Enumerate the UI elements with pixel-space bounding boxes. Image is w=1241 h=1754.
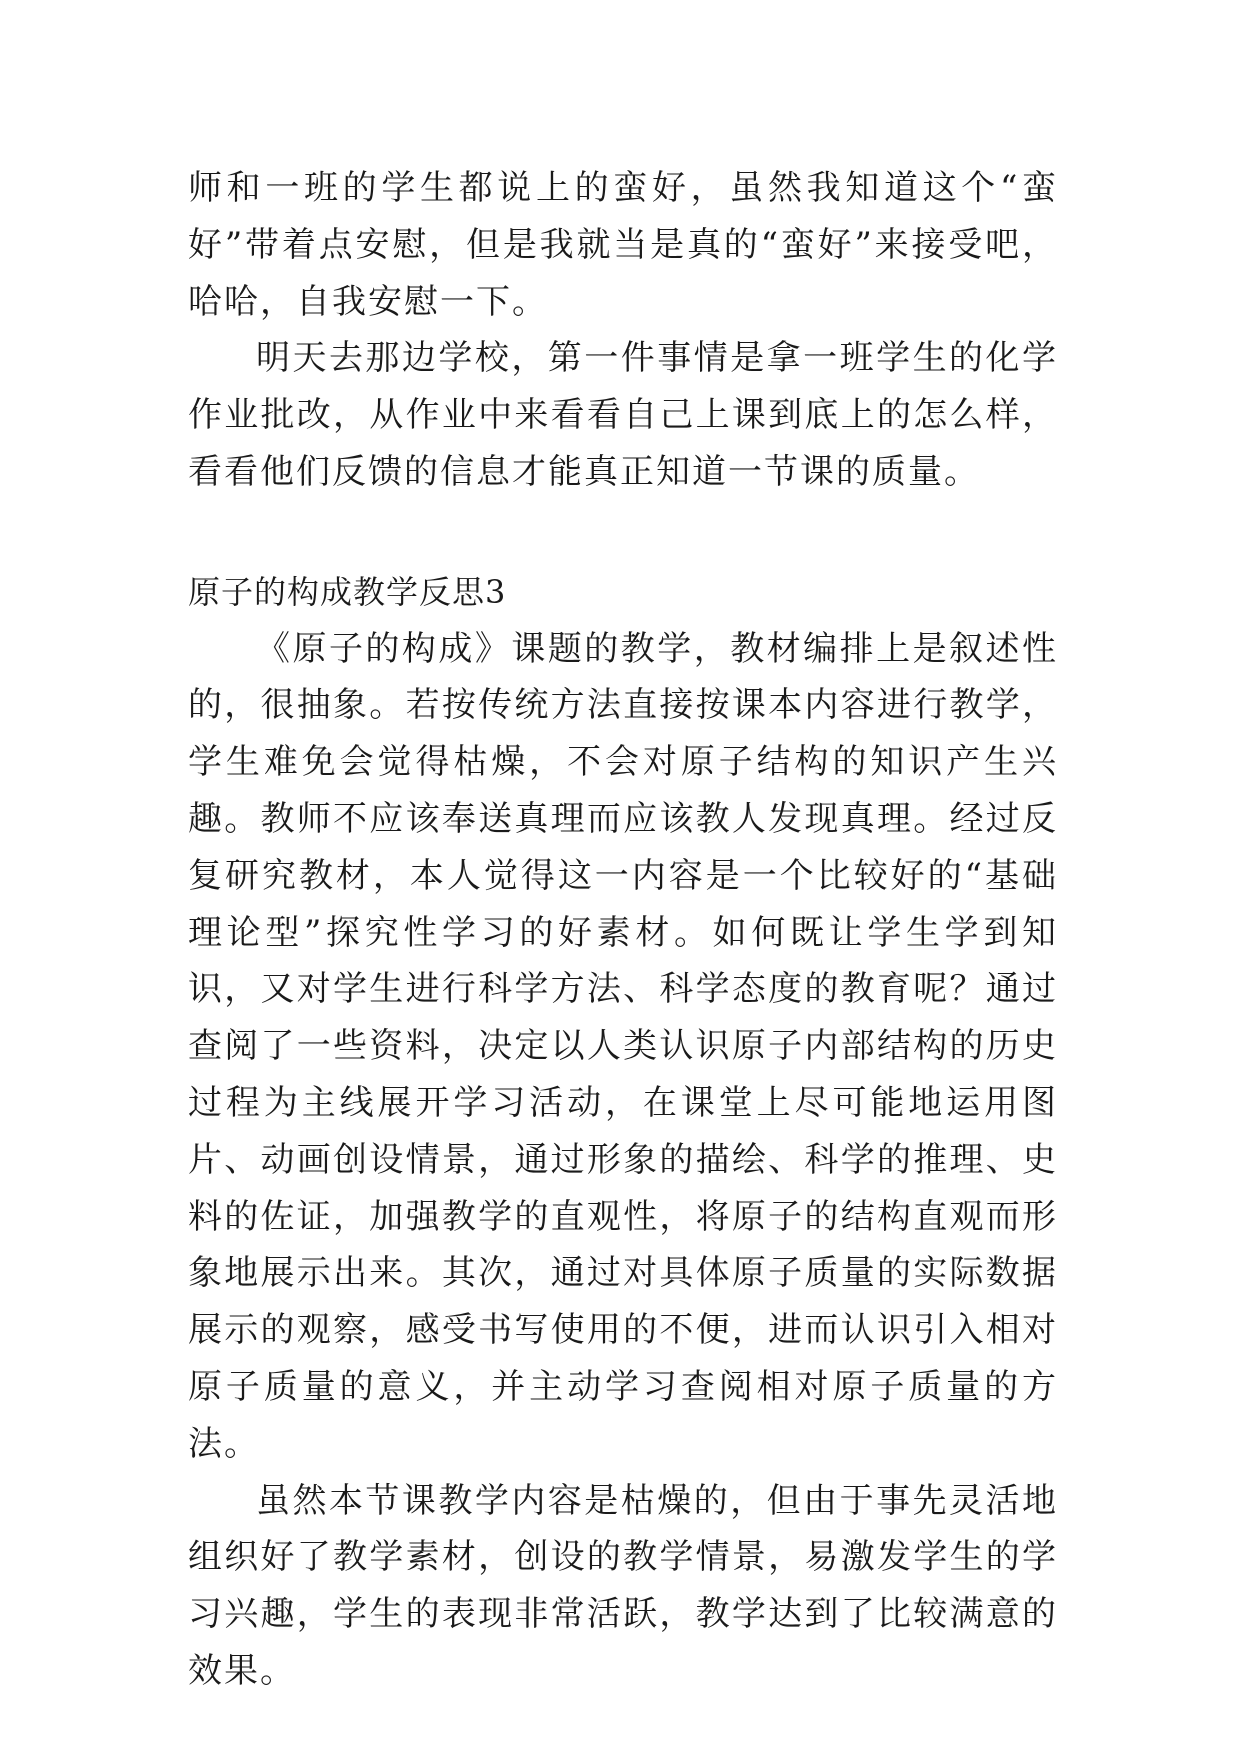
section-spacer [188, 501, 1058, 564]
paragraph-continued: 师和一班的学生都说上的蛮好，虽然我知道这个“蛮好”带着点安慰，但是我就当是真的“蛮好”来接受吧，哈哈，自我安慰一下。 [188, 168, 1058, 322]
paragraph-teaching-approach: 《原子的构成》课题的教学，教材编排上是叙述性的，很抽象。若按传统方法直接按课本内容进行教学，学生难免会觉得枯燥，不会对原子结构的知识产生兴趣。教师不应该奉送真理而应该教人发现真理。经过反复研究教材，本人觉得这一内容是一个比较好的“基础理论型”探究性学习的好素材。如何既让学生学到知识，又对学生进行科学方法、科学态度的教育呢？通过查阅了一些资料，决定以人类认识原子内部结构的历史过程为主线展开学习活动，在课堂上尽可能地运用图片、动画创设情景，通过形象的描绘、科学的推理、史料的佐证，加强教学的直观性，将原子的结构直观而形象地展示出来。其次，通过对具体原子质量的实际数据展示的观察，感受书写使用的不便，进而认识引入相对原子质量的意义，并主动学习查阅相对原子质量的方法。 [188, 628, 1058, 1464]
paragraph-conclusion: 虽然本节课教学内容是枯燥的，但由于事先灵活地组织好了教学素材，创设的教学情景，易激发学生的学习兴趣，学生的表现非常活跃，教学达到了比较满意的效果。 [188, 1480, 1058, 1691]
document-body [188, 160, 1058, 1700]
paragraph-next-day-plan: 明天去那边学校，第一件事情是拿一班学生的化学作业批改，从作业中来看看自己上课到底上的怎么样，看看他们反馈的信息才能真正知道一节课的质量。 [188, 338, 1058, 492]
section-title: 原子的构成教学反思3 [188, 572, 507, 611]
